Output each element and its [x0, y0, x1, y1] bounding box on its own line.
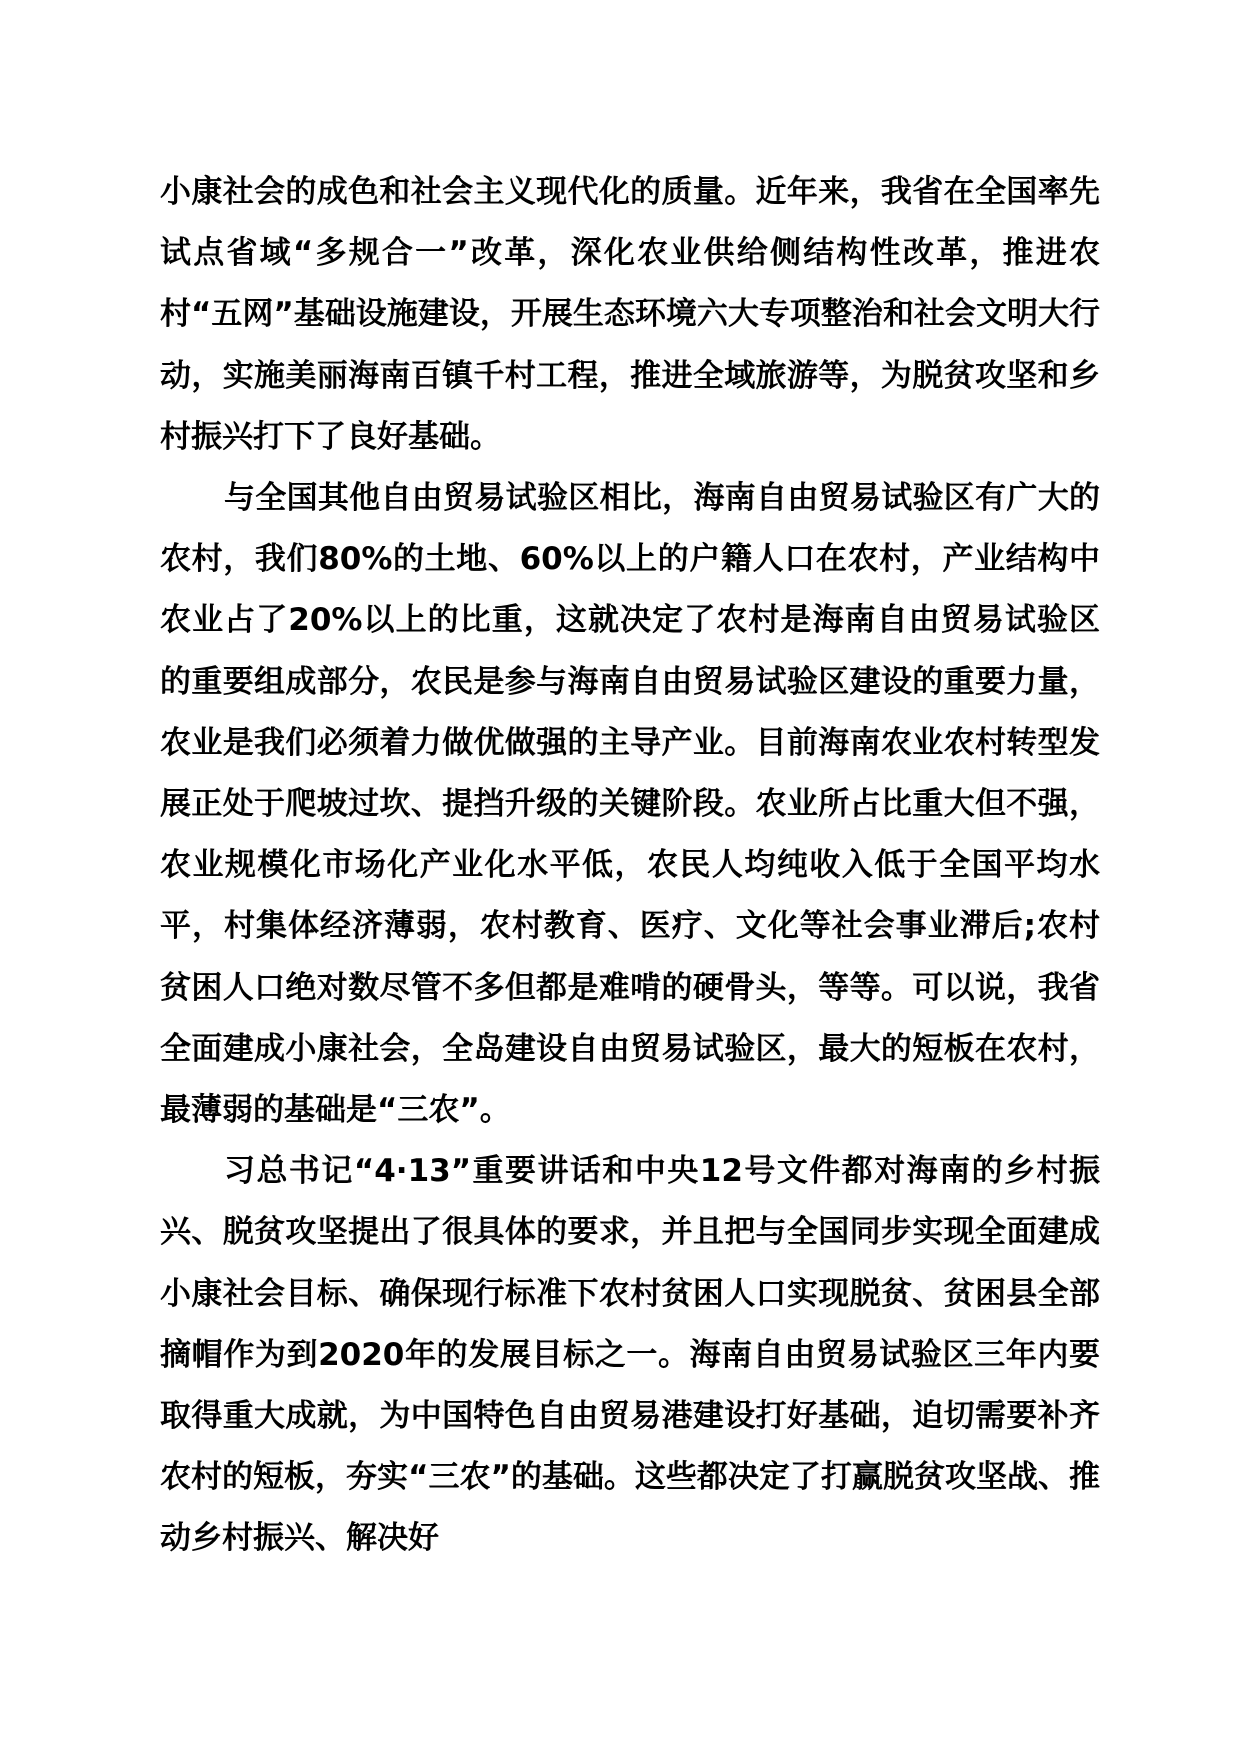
paragraph-3: 习总书记“4·13”重要讲话和中央12号文件都对海南的乡村振兴、脱贫攻坚提出了很具体的要求，并且把与全国同步实现全面建成小康社会目标、确保现行标准下农村贫困人口实现脱贫、贫困县全部摘帽作为到2020年的发展目标之一。海南自由贸易试验区三年内要取得重大成就，为中国特色自由贸易港建设打好基础，迫切需要补齐农村的短板，夯实“三农”的基础。这些都决定了打赢脱贫攻坚战、推动乡村振兴、解决好 [160, 1153, 1100, 1557]
paragraph-1: 小康社会的成色和社会主义现代化的质量。近年来，我省在全国率先试点省域“多规合一”改革，深化农业供给侧结构性改革，推进农村“五网”基础设施建设，开展生态环境六大专项整治和社会文明大行动，实施美丽海南百镇千村工程，推进全域旅游等，为脱贫攻坚和乡村振兴打下了良好基础。 [160, 174, 1100, 455]
body-text [160, 162, 1100, 1570]
paragraph-2: 与全国其他自由贸易试验区相比，海南自由贸易试验区有广大的农村，我们80%的土地、60%以上的户籍人口在农村，产业结构中农业占了20%以上的比重，这就决定了农村是海南自由贸易试验区的重要组成部分，农民是参与海南自由贸易试验区建设的重要力量，农业是我们必须着力做优做强的主导产业。目前海南农业农村转型发展正处于爬坡过坎、提挡升级的关键阶段。农业所占比重大但不强，农业规模化市场化产业化水平低，农民人均纯收入低于全国平均水平，村集体经济薄弱，农村教育、医疗、文化等社会事业滞后;农村贫困人口绝对数尽管不多但都是难啃的硬骨头，等等。可以说，我省全面建成小康社会，全岛建设自由贸易试验区，最大的短板在农村，最薄弱的基础是“三农”。 [160, 480, 1100, 1129]
